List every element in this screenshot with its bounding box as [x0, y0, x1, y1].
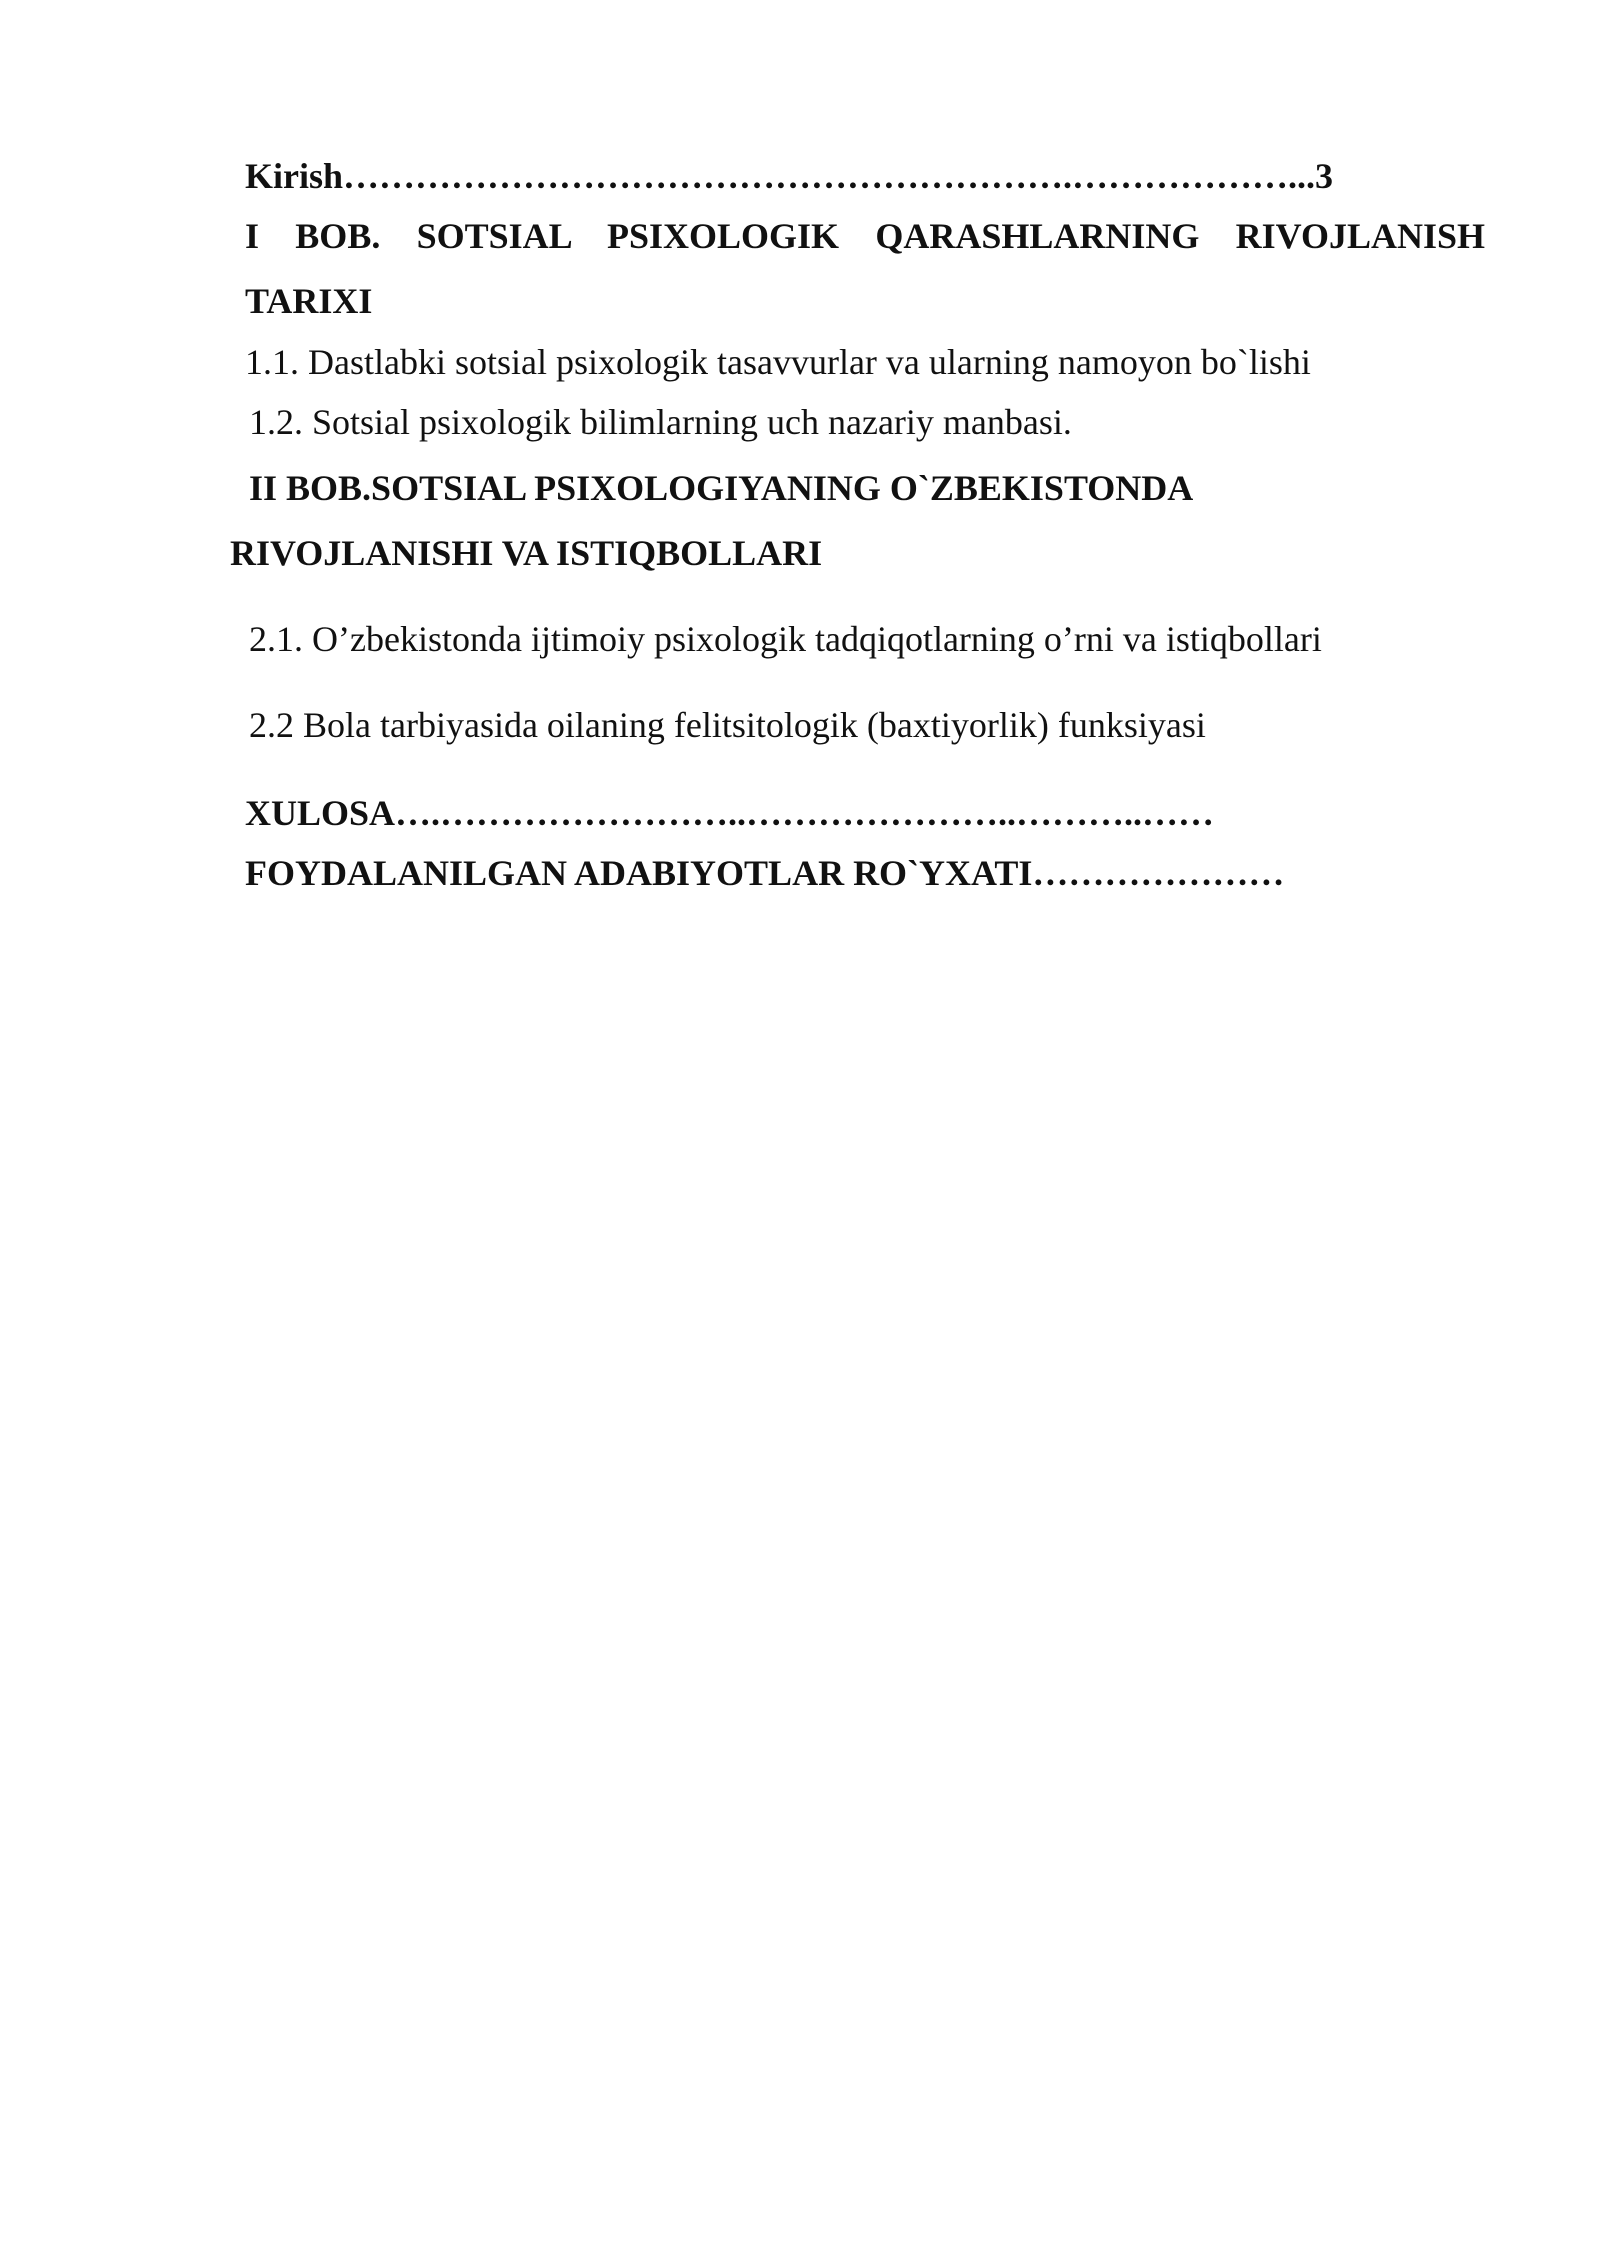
section-1-1: 1.1. Dastlabki sotsial psixologik tasavvurlar va ularning namoyon bo`lishi — [245, 342, 1311, 382]
chapter-2-title-line-2: RIVOJLANISHI VA ISTIQBOLLARI — [230, 533, 823, 573]
section-2-1: 2.1. O’zbekistonda ijtimoiy psixologik tadqiqotlarning o’rni va istiqbollari — [249, 619, 1322, 659]
chapter-2-title-line-1: II BOB.SOTSIAL PSIXOLOGIYANING O`ZBEKISTONDA — [249, 468, 1194, 508]
section-2-2: 2.2 Bola tarbiyasida oilaning felitsitologik (baxtiyorlik) funksiyasi — [249, 705, 1206, 745]
toc-references: FOYDALANILGAN ADABIYOTLAR RO`YXATI………………… — [245, 853, 1285, 893]
toc-intro: Kirish…………………………………………………….………………...3 — [245, 156, 1334, 196]
chapter-1-title-line-1: I BOB. SOTSIAL PSIXOLOGIK QARASHLARNING RIVOJLANISH — [245, 216, 1485, 256]
chapter-1-title-line-2: TARIXI — [245, 281, 373, 321]
toc-conclusion: XULOSA….……………………..…………………..………..…… — [245, 793, 1215, 833]
section-1-2: 1.2. Sotsial psixologik bilimlarning uch nazariy manbasi. — [249, 402, 1072, 442]
